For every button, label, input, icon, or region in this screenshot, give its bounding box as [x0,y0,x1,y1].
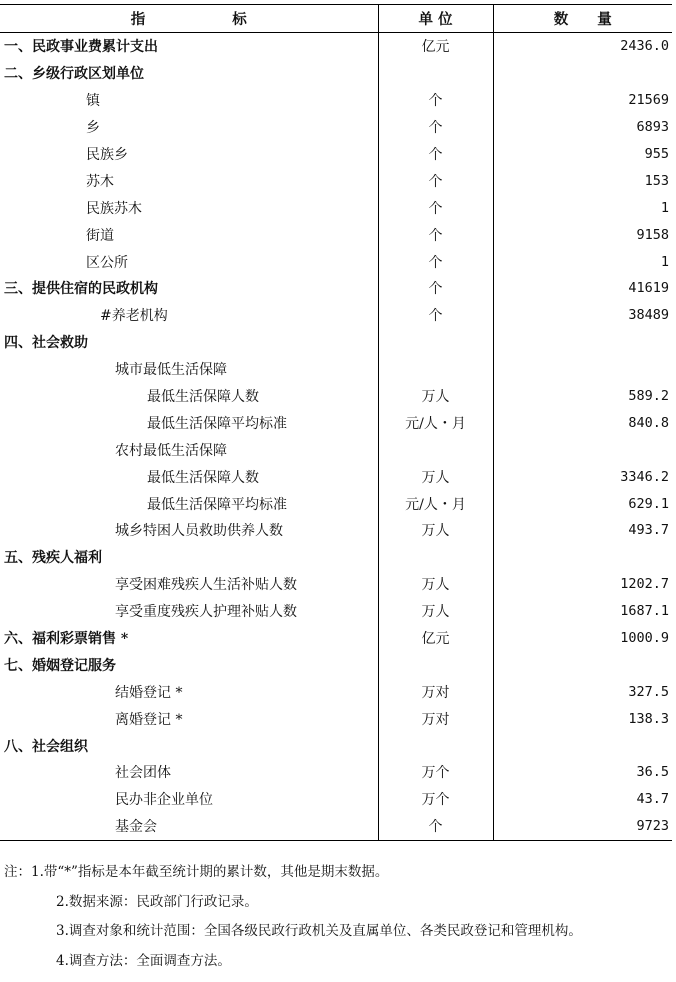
row-unit: 万人 [378,383,493,410]
row-unit: 万人 [378,598,493,625]
table-row [0,651,672,678]
table-row [0,813,672,840]
row-unit [378,651,493,678]
row-unit [378,544,493,571]
row-value [493,544,672,571]
row-name: 享受重度残疾人护理补贴人数 [115,604,297,621]
row-name: 七、婚姻登记服务 [4,657,116,674]
row-unit: 个 [378,221,493,248]
header-unit: 单 位 [378,5,493,33]
row-value: 2436.0 [493,33,672,60]
row-value: 493.7 [493,517,672,544]
row-name: 最低生活保障平均标准 [147,415,287,432]
row-value: 1687.1 [493,598,672,625]
row-unit [378,60,493,87]
table-row [0,571,672,598]
row-value: 38489 [493,302,672,329]
table-row [0,33,672,60]
row-unit: 万人 [378,517,493,544]
row-value: 138.3 [493,705,672,732]
row-value [493,329,672,356]
row-name: 苏木 [86,173,114,190]
row-value: 6893 [493,114,672,141]
row-name: #养老机构 [100,308,168,325]
row-value: 629.1 [493,490,672,517]
row-unit: 个 [378,275,493,302]
row-name: 离婚登记 * [115,711,183,728]
row-unit: 万个 [378,759,493,786]
row-name: 四、社会救助 [4,335,88,352]
row-unit [378,732,493,759]
statistics-table-container [0,4,672,841]
row-value: 41619 [493,275,672,302]
table-row [0,87,672,114]
row-value: 1000.9 [493,625,672,652]
table-row [0,329,672,356]
row-unit: 个 [378,813,493,840]
table-row [0,60,672,87]
row-name: 镇 [86,93,100,110]
table-row [0,517,672,544]
table-row [0,544,672,571]
table-row [0,302,672,329]
row-name: 三、提供住宿的民政机构 [4,281,158,298]
row-value [493,732,672,759]
statistics-table [0,4,672,841]
row-value: 9158 [493,221,672,248]
table-body [0,33,672,841]
row-value: 21569 [493,87,672,114]
row-unit: 元/人・月 [378,409,493,436]
table-row [0,598,672,625]
table-row [0,194,672,221]
row-value: 153 [493,167,672,194]
table-row [0,275,672,302]
row-value [493,356,672,383]
row-name: 最低生活保障平均标准 [147,496,287,513]
row-unit: 个 [378,302,493,329]
table-row [0,463,672,490]
table-row [0,678,672,705]
row-unit: 个 [378,141,493,168]
table-row [0,114,672,141]
table-row [0,167,672,194]
row-value [493,60,672,87]
row-unit: 万个 [378,786,493,813]
footnote-2: 2.数据来源：民政部门行政记录。 [56,893,258,910]
row-value: 43.7 [493,786,672,813]
row-unit: 个 [378,114,493,141]
row-value: 1 [493,194,672,221]
row-value: 589.2 [493,383,672,410]
row-value: 36.5 [493,759,672,786]
table-row [0,490,672,517]
row-unit: 万对 [378,678,493,705]
table-row [0,141,672,168]
row-value: 1202.7 [493,571,672,598]
row-name: 结婚登记 * [115,684,183,701]
row-name: 六、福利彩票销售 * [4,631,129,648]
footnotes [4,858,672,976]
table-row [0,221,672,248]
row-name: 八、社会组织 [4,738,88,755]
table-row [0,409,672,436]
table-row [0,705,672,732]
row-unit: 个 [378,194,493,221]
row-value [493,436,672,463]
header-row [0,5,672,33]
row-name: 二、乡级行政区划单位 [4,66,144,83]
table-row [0,436,672,463]
row-unit [378,329,493,356]
row-unit: 万人 [378,463,493,490]
row-name: 乡 [86,120,100,137]
row-name: 区公所 [86,254,128,271]
footnote-4: 4.调查方法：全面调查方法。 [56,952,231,969]
row-name: 最低生活保障人数 [147,469,259,486]
row-name: 最低生活保障人数 [147,389,259,406]
table-row [0,356,672,383]
row-unit: 个 [378,167,493,194]
row-value: 1 [493,248,672,275]
row-name: 一、民政事业费累计支出 [4,39,158,56]
table-row [0,786,672,813]
row-name: 民办非企业单位 [115,792,213,809]
header-value: 数 量 [493,5,672,33]
table-row [0,625,672,652]
row-name: 享受困难残疾人生活补贴人数 [115,577,297,594]
row-value: 955 [493,141,672,168]
footnote-3: 3.调查对象和统计范围：全国各级民政行政机关及直属单位、各类民政登记和管理机构。 [56,923,582,939]
header-indicator: 指 标 [0,5,378,33]
row-name: 城乡特困人员救助供养人数 [115,523,283,540]
row-value: 327.5 [493,678,672,705]
table-row [0,732,672,759]
row-name: 民族乡 [86,147,128,163]
row-name: 基金会 [0,813,378,840]
row-unit: 亿元 [378,33,493,60]
row-name: 社会团体 [115,765,171,782]
row-name: 五、残疾人福利 [4,550,102,567]
row-value: 840.8 [493,409,672,436]
table-row [0,759,672,786]
row-unit [378,356,493,383]
row-unit: 个 [378,248,493,275]
table-row [0,248,672,275]
row-name: 民族苏木 [86,200,142,217]
row-value: 9723 [493,813,672,840]
row-unit: 元/人・月 [378,490,493,517]
row-unit: 亿元 [378,625,493,652]
row-value: 3346.2 [493,463,672,490]
row-unit: 个 [378,87,493,114]
row-unit: 万人 [378,571,493,598]
row-unit [378,436,493,463]
row-name: 街道 [86,227,114,244]
table-row [0,383,672,410]
row-unit: 万对 [378,705,493,732]
footnote-1: 注：1.带“*”指标是本年截至统计期的累计数，其他是期末数据。 [4,864,389,880]
row-value [493,651,672,678]
row-name: 农村最低生活保障 [115,442,227,459]
row-name: 城市最低生活保障 [115,362,227,379]
